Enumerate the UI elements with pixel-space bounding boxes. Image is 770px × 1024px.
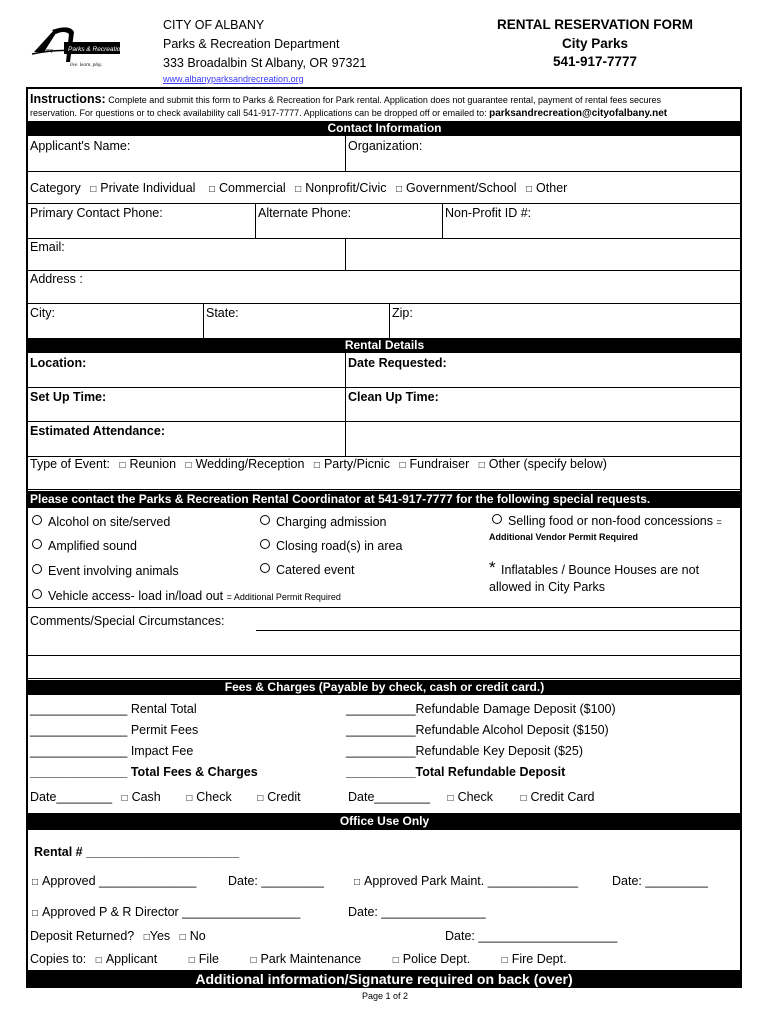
form-phone: 541-917-7777 [552, 54, 638, 69]
deposit-yes-label: Yes [149, 929, 171, 943]
payment-option: Credit Card [530, 790, 595, 804]
copies-option: Park Maintenance [260, 952, 362, 966]
office-heading: Office Use Only [27, 813, 742, 830]
blank-line: __________ [346, 702, 416, 716]
nonprofit-id-field[interactable]: Non-Profit ID #: [445, 206, 532, 220]
total-refundable-line[interactable] [346, 765, 565, 779]
attendance-field[interactable]: Estimated Attendance: [30, 424, 165, 438]
city-logo [30, 22, 122, 72]
radio-circle-icon [260, 539, 270, 549]
website-link[interactable]: www.albanyparksandrecreation.org [163, 74, 304, 84]
address-field[interactable]: Address : [30, 272, 83, 286]
approved-maint-checkbox[interactable]: □ [354, 877, 361, 888]
permit-fees-line[interactable] [30, 723, 198, 737]
event-type-checkbox[interactable]: □ [185, 460, 192, 471]
primary-phone-field[interactable]: Primary Contact Phone: [30, 206, 163, 220]
event-type-option: Fundraiser [409, 457, 470, 471]
copies-label: Copies to: [30, 952, 87, 966]
option-closing-roads[interactable] [260, 539, 402, 553]
payment-checkbox[interactable]: □ [257, 793, 264, 804]
rental-number-field[interactable]: Rental # ______________________ [34, 845, 240, 859]
copies-row [30, 952, 567, 966]
date-field[interactable]: Date________ [348, 790, 431, 804]
instructions-text-1: Complete and submit this form to Parks & Recreation for Park rental. Application does not guarantee rental, payment of rental fees secures [108, 95, 662, 105]
option-catered[interactable] [260, 563, 355, 577]
category-checkbox[interactable]: □ [295, 184, 302, 195]
blank-line: ______________ [30, 723, 128, 737]
form-subtitle: City Parks [561, 36, 629, 51]
department-address: 333 Broadalbin St Albany, OR 97321 [163, 56, 367, 70]
date-requested-field[interactable]: Date Requested: [348, 356, 447, 370]
event-type-checkbox[interactable]: □ [119, 460, 126, 471]
category-checkbox[interactable]: □ [208, 184, 215, 195]
damage-deposit-line[interactable] [346, 702, 616, 716]
fee-label: Total Refundable Deposit [415, 765, 566, 779]
approved-checkbox[interactable]: □ [32, 877, 39, 888]
option-label: Event involving animals [48, 564, 179, 578]
fees-heading: Fees & Charges (Payable by check, cash or credit card.) [27, 680, 742, 695]
inflatables-star: * [489, 558, 496, 577]
blank-line: __________ [346, 744, 416, 758]
blank-line: ______________ [30, 702, 128, 716]
fee-label: Total Fees & Charges [130, 765, 258, 779]
instructions [30, 92, 661, 106]
organization-field[interactable]: Organization: [348, 139, 423, 153]
fee-label: Impact Fee [130, 744, 194, 758]
category-option: Government/School [406, 181, 517, 195]
director-date-field[interactable]: Date: _______________ [348, 905, 486, 919]
option-vehicle[interactable] [32, 589, 341, 603]
org-name: CITY OF ALBANY [163, 18, 265, 32]
approved-label: Approved ______________ [42, 874, 197, 888]
page-number: Page 1 of 2 [361, 991, 409, 1001]
rental-total-line[interactable] [30, 702, 197, 716]
maint-date-field[interactable]: Date: _________ [612, 874, 708, 888]
option-animals[interactable] [32, 564, 179, 578]
impact-fee-line[interactable] [30, 744, 193, 758]
event-type-option: Party/Picnic [323, 457, 390, 471]
event-type-checkbox[interactable]: □ [478, 460, 485, 471]
radio-circle-icon [492, 514, 502, 524]
payment-option: Credit [267, 790, 301, 804]
option-amplified[interactable] [32, 539, 137, 553]
instructions-email[interactable]: parksandrecreation@cityofalbany.net [489, 108, 668, 119]
inflatables-note-2: allowed in City Parks [489, 580, 606, 594]
deposit-returned-label: Deposit Returned? [30, 929, 135, 943]
svg-text:live. learn. play.: live. learn. play. [70, 63, 103, 68]
city-field[interactable]: City: [30, 306, 55, 320]
option-charging[interactable] [260, 515, 386, 529]
event-type-label: Type of Event: [30, 457, 110, 471]
fee-label: Rental Total [130, 702, 197, 716]
signature-notice: Additional information/Signature required on back (over) [26, 970, 742, 988]
category-checkbox[interactable]: □ [90, 184, 97, 195]
event-type-checkbox[interactable]: □ [313, 460, 320, 471]
copies-checkbox[interactable]: □ [501, 955, 508, 966]
event-type-row [30, 457, 607, 471]
contact-heading: Contact Information [27, 121, 742, 136]
setup-time-field[interactable]: Set Up Time: [30, 390, 107, 404]
copies-checkbox[interactable]: □ [392, 955, 399, 966]
payment-checkbox[interactable]: □ [121, 793, 128, 804]
deposit-no-label: No [189, 929, 206, 943]
radio-circle-icon [32, 515, 42, 525]
approved-maint-field[interactable] [348, 874, 578, 888]
logo-graphic [30, 22, 122, 72]
copies-option: File [198, 952, 219, 966]
deposit-returned-row [30, 929, 206, 943]
email-field[interactable]: Email: [30, 240, 65, 254]
event-type-option: Other (specify below) [488, 457, 607, 471]
payment-checkbox[interactable]: □ [447, 793, 454, 804]
payment-option: Cash [131, 790, 161, 804]
payment-option: Check [457, 790, 493, 804]
form-title: RENTAL RESERVATION FORM [496, 17, 693, 32]
option-alcohol[interactable] [32, 515, 170, 529]
payment-option: Check [196, 790, 232, 804]
total-fees-line[interactable] [30, 765, 258, 779]
blank-line: ______________ [30, 765, 128, 779]
blank-line: ______________ [30, 744, 128, 758]
inflatables-note-1: Inflatables / Bounce Houses are not [501, 563, 700, 577]
blank-line: __________ [346, 723, 416, 737]
radio-circle-icon [260, 563, 270, 573]
copies-option: Police Dept. [402, 952, 471, 966]
approved-maint-label: Approved Park Maint. _____________ [364, 874, 579, 888]
payment-right-row [348, 790, 594, 804]
vendor-permit-note: Additional Vendor Permit Required [489, 532, 639, 542]
vehicle-permit-note: = Additional Permit Required [226, 592, 341, 602]
radio-circle-icon [32, 539, 42, 549]
category-row [30, 181, 567, 195]
payment-checkbox[interactable]: □ [186, 793, 193, 804]
category-option: Commercial [219, 181, 286, 195]
svg-text:Parks & Recreation: Parks & Recreation [68, 46, 122, 53]
zip-field[interactable]: Zip: [392, 306, 413, 320]
svg-text:Albany: Albany [38, 48, 54, 54]
option-label: Alcohol on site/served [48, 515, 171, 529]
category-checkbox[interactable]: □ [526, 184, 533, 195]
category-option: Nonprofit/Civic [305, 181, 387, 195]
option-label: Closing road(s) in area [276, 539, 403, 553]
cleanup-time-field[interactable]: Clean Up Time: [348, 390, 439, 404]
copies-checkbox[interactable]: □ [95, 955, 102, 966]
comments-field[interactable]: Comments/Special Circumstances: [30, 614, 225, 628]
radio-circle-icon [32, 564, 42, 574]
fee-label: Refundable Alcohol Deposit ($150) [415, 723, 609, 737]
option-label: Selling food or non-food concessions [508, 514, 713, 528]
radio-circle-icon [260, 515, 270, 525]
key-deposit-line[interactable] [346, 744, 583, 758]
applicant-name-field[interactable]: Applicant's Name: [30, 139, 131, 153]
instructions-line-2 [30, 108, 667, 119]
category-label: Category [30, 181, 81, 195]
approved-field[interactable] [32, 874, 196, 888]
option-selling[interactable] [492, 514, 722, 528]
fee-label: Refundable Key Deposit ($25) [415, 744, 583, 758]
option-label: Catered event [276, 563, 355, 577]
approved-director-label: Approved P & R Director _________________ [42, 905, 301, 919]
location-field[interactable]: Location: [30, 356, 87, 370]
copies-option: Fire Dept. [511, 952, 567, 966]
rental-heading: Rental Details [27, 338, 742, 353]
selling-equals: = [716, 517, 722, 527]
option-label: Amplified sound [48, 539, 137, 553]
instructions-text-2: reservation. For questions or to check availability call 541-917-7777. Applications can be dropped off or emailed to: [30, 108, 487, 118]
event-type-option: Reunion [129, 457, 177, 471]
approved-date-field[interactable]: Date: _________ [228, 874, 324, 888]
date-field[interactable]: Date________ [30, 790, 113, 804]
state-field[interactable]: State: [206, 306, 239, 320]
category-option: Other [536, 181, 568, 195]
blank-line: __________ [346, 765, 416, 779]
alternate-phone-field[interactable]: Alternate Phone: [258, 206, 352, 220]
option-label: Charging admission [276, 515, 387, 529]
instructions-label: Instructions: [30, 92, 106, 106]
copies-option: Applicant [105, 952, 158, 966]
approved-director-field[interactable] [32, 905, 300, 919]
payment-left-row [30, 790, 301, 804]
event-type-checkbox[interactable]: □ [399, 460, 406, 471]
department-name: Parks & Recreation Department [163, 37, 340, 51]
deposit-no-checkbox[interactable]: □ [179, 932, 186, 943]
radio-circle-icon [32, 589, 42, 599]
deposit-yes-checkbox[interactable]: □ [143, 932, 150, 943]
fee-label: Refundable Damage Deposit ($100) [415, 702, 616, 716]
option-label: Vehicle access- load in/load out [48, 589, 224, 603]
event-type-option: Wedding/Reception [195, 457, 305, 471]
category-option: Private Individual [100, 181, 196, 195]
special-requests-heading: Please contact the Parks & Recreation Rental Coordinator at 541-917-7777 for the following special requests. [27, 491, 742, 508]
fee-label: Permit Fees [130, 723, 199, 737]
payment-checkbox[interactable]: □ [520, 793, 527, 804]
alcohol-deposit-line[interactable] [346, 723, 609, 737]
deposit-date-field[interactable]: Date: ____________________ [445, 929, 618, 943]
copies-checkbox[interactable]: □ [188, 955, 195, 966]
copies-checkbox[interactable]: □ [250, 955, 257, 966]
category-checkbox[interactable]: □ [395, 184, 403, 195]
approved-director-checkbox[interactable]: □ [32, 908, 39, 919]
